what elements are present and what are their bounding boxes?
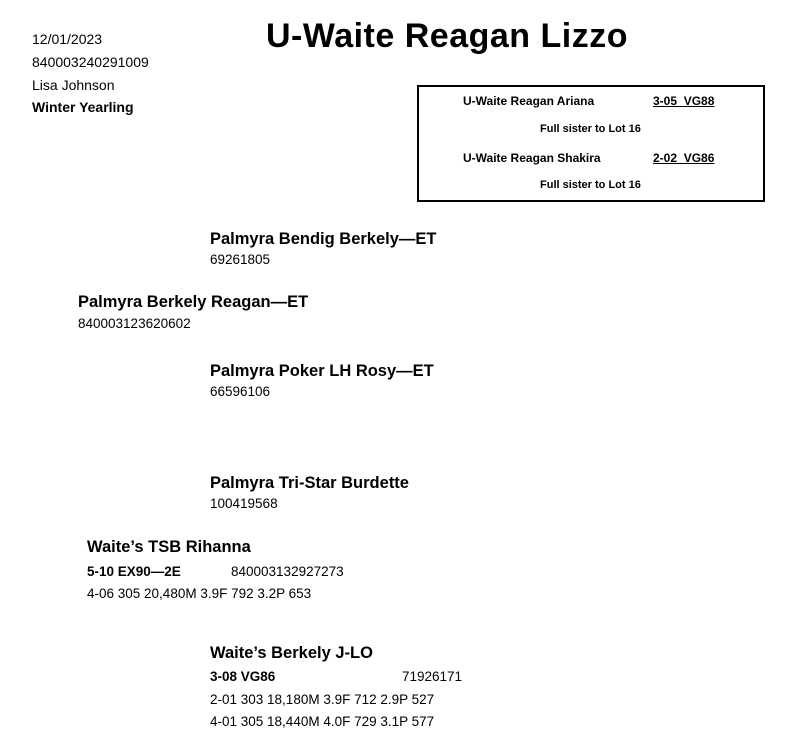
sibling-2-score: VG86 <box>683 151 715 165</box>
animal-class: Winter Yearling <box>32 99 134 115</box>
dam-dam-name: Waite’s Berkely J-LO <box>210 644 373 662</box>
dam-name: Waite’s TSB Rihanna <box>87 538 251 556</box>
sire-dam-id: 66596106 <box>210 384 271 399</box>
sire-sire-id: 69261805 <box>210 252 271 267</box>
dam-sire-name: Palmyra Tri-Star Burdette <box>210 474 409 492</box>
dam-sire-id: 100419568 <box>210 496 278 511</box>
sibling-1-name: U-Waite Reagan Ariana <box>463 94 595 108</box>
sibling-2-line <box>463 151 714 165</box>
dam-dam-classification: 3-08 VG86 <box>210 669 276 684</box>
registration-number: 840003240291009 <box>32 54 149 70</box>
dam-production-record: 4-06 305 20,480M 3.9F 792 3.2P 653 <box>87 586 312 601</box>
sibling-2-note: Full sister to Lot 16 <box>540 179 641 191</box>
sibling-2-name: U-Waite Reagan Shakira <box>463 151 601 165</box>
sire-dam-name: Palmyra Poker LH Rosy—ET <box>210 362 434 380</box>
dam-dam-record-1: 2-01 303 18,180M 3.9F 712 2.9P 527 <box>210 692 435 707</box>
sire-id: 840003123620602 <box>78 316 191 331</box>
sire-sire-name: Palmyra Bendig Berkely—ET <box>210 230 437 248</box>
sibling-2-age: 2-02 <box>653 151 678 165</box>
page-title: U-Waite Reagan Lizzo <box>266 17 628 55</box>
sire-name: Palmyra Berkely Reagan—ET <box>78 293 309 311</box>
dam-dam-record-2: 4-01 305 18,440M 4.0F 729 3.1P 577 <box>210 714 435 729</box>
sibling-1-note: Full sister to Lot 16 <box>540 123 641 135</box>
owner-name: Lisa Johnson <box>32 77 115 93</box>
sibling-1-age: 3-05 <box>653 94 678 108</box>
siblings-box <box>417 85 765 202</box>
sibling-1-score: VG88 <box>683 94 715 108</box>
dam-dam-id: 71926171 <box>402 669 463 684</box>
sale-date: 12/01/2023 <box>32 31 103 47</box>
dam-id: 840003132927273 <box>231 564 344 579</box>
sibling-1-line <box>463 94 714 108</box>
dam-classification: 5-10 EX90—2E <box>87 564 181 579</box>
